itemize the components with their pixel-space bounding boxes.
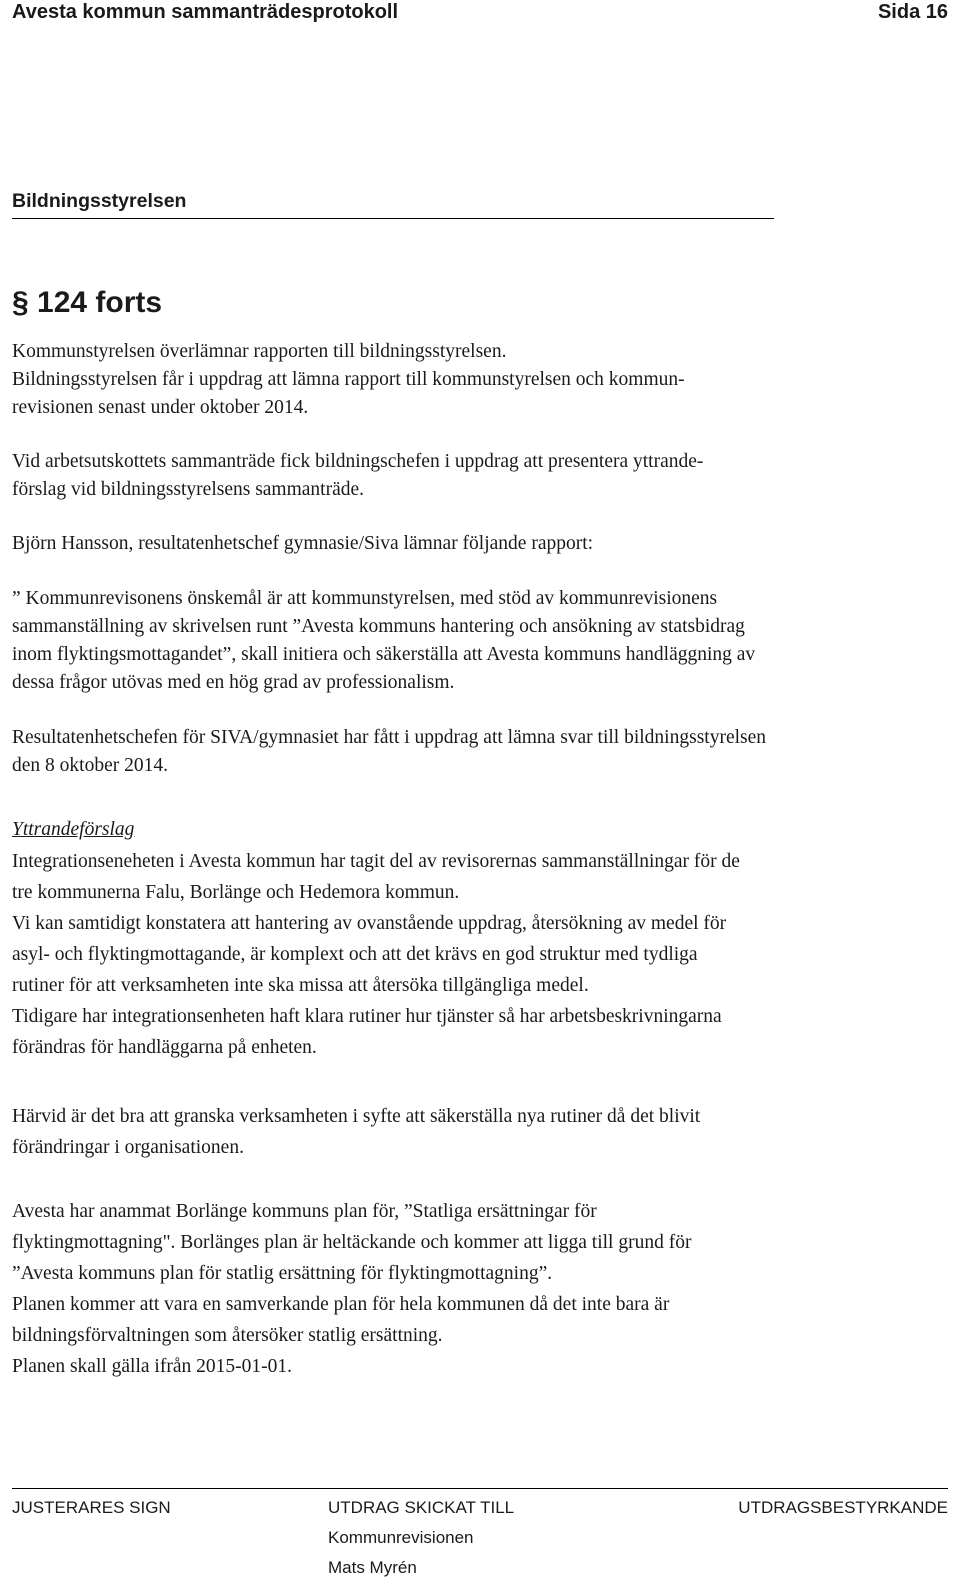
text-line: Björn Hansson, resultatenhetschef gymnasie/Siva lämnar följande rapport: <box>12 533 594 554</box>
text-line: Härvid är det bra att granska verksamheten i syfte att säkerställa nya rutiner då det blivit <box>12 1106 701 1127</box>
paragraph-response-assignment <box>12 724 948 780</box>
paragraph-integration-unit <box>12 846 948 1063</box>
text-line: Planen skall gälla ifrån 2015-01-01. <box>12 1356 292 1377</box>
text-line: ” Kommunrevisonens önskemål är att kommunstyrelsen, med stöd av kommunrevisionens <box>12 588 718 609</box>
footer-recipient: Kommunrevisionen <box>328 1528 474 1547</box>
footer-justerares-sign: JUSTERARES SIGN <box>12 1498 171 1517</box>
text-line: ”Avesta kommuns plan för statlig ersättning för flyktingmottagning”. <box>12 1263 553 1284</box>
paragraph-work-committee <box>12 448 948 504</box>
text-line: förändras för handläggarna på enheten. <box>12 1037 317 1058</box>
text-line: asyl- och flyktingmottagande, är komplext och att det krävs en god struktur med tydliga <box>12 944 698 965</box>
footer-utdrag-label: UTDRAG SKICKAT TILL <box>328 1498 515 1517</box>
text-line: dessa frågor utövas med en hög grad av professionalism. <box>12 672 455 693</box>
text-line: Kommunstyrelsen överlämnar rapporten till bildningsstyrelsen. <box>12 341 507 362</box>
text-line: Vid arbetsutskottets sammanträde fick bildningschefen i uppdrag att presentera yttrande- <box>12 451 704 472</box>
board-heading-rule <box>12 218 774 219</box>
text-line: inom flyktingsmottagandet”, skall initiera och säkerställa att Avesta kommuns handläggning av <box>12 644 756 665</box>
text-line: förslag vid bildningsstyrelsens sammanträde. <box>12 479 365 500</box>
paragraph-plan <box>12 1196 948 1382</box>
paragraph-report-intro <box>12 530 948 558</box>
text-line: Integrationseneheten i Avesta kommun har tagit del av revisorernas sammanställningar för de <box>12 851 740 872</box>
document-header-title: Avesta kommun sammanträdesprotokoll <box>12 1 399 23</box>
footer-utdragsbestyrkande: UTDRAGSBESTYRKANDE <box>738 1498 948 1517</box>
text-line: rutiner för att verksamheten inte ska missa att återsöka tillgängliga medel. <box>12 975 589 996</box>
text-line: den 8 oktober 2014. <box>12 755 168 776</box>
section-heading: § 124 forts <box>12 286 163 319</box>
text-line: Resultatenhetschefen för SIVA/gymnasiet har fått i uppdrag att lämna svar till bildningsstyrelsen <box>12 727 767 748</box>
text-line: Tidigare har integrationsenheten haft klara rutiner hur tjänster så har arbetsbeskrivningarna <box>12 1006 722 1027</box>
footer-utdrag-skickat-till <box>328 1493 514 1583</box>
footer-rule <box>12 1488 948 1489</box>
text-line: sammanställning av skrivelsen runt ”Avesta kommuns hantering och ansökning av statsbidrag <box>12 616 745 637</box>
paragraph-review <box>12 1101 948 1163</box>
paragraph-revision-quote <box>12 585 948 697</box>
text-line: Vi kan samtidigt konstatera att hantering av ovanstående uppdrag, återsökning av medel för <box>12 913 727 934</box>
page-number: Sida 16 <box>877 1 948 23</box>
text-line: revisionen senast under oktober 2014. <box>12 397 309 418</box>
text-line: tre kommunerna Falu, Borlänge och Hedemora kommun. <box>12 882 460 903</box>
text-line: Bildningsstyrelsen får i uppdrag att lämna rapport till kommunstyrelsen och kommun- <box>12 369 685 390</box>
text-line: flyktingmottagning". Borlänges plan är heltäckande och kommer att ligga till grund för <box>12 1232 692 1253</box>
text-line: bildningsförvaltningen som återsöker statlig ersättning. <box>12 1325 443 1346</box>
paragraph-report-assignment <box>12 338 948 422</box>
text-line: Avesta har anammat Borlänge kommuns plan för, ”Statliga ersättningar för <box>12 1201 597 1222</box>
text-line: Planen kommer att vara en samverkande plan för hela kommunen då det inte bara är <box>12 1294 670 1315</box>
proposal-subheading: Yttrandeförslag <box>12 819 135 840</box>
text-line: förändringar i organisationen. <box>12 1137 244 1158</box>
board-heading: Bildningsstyrelsen <box>12 190 187 212</box>
footer-recipient: Mats Myrén <box>328 1558 417 1577</box>
